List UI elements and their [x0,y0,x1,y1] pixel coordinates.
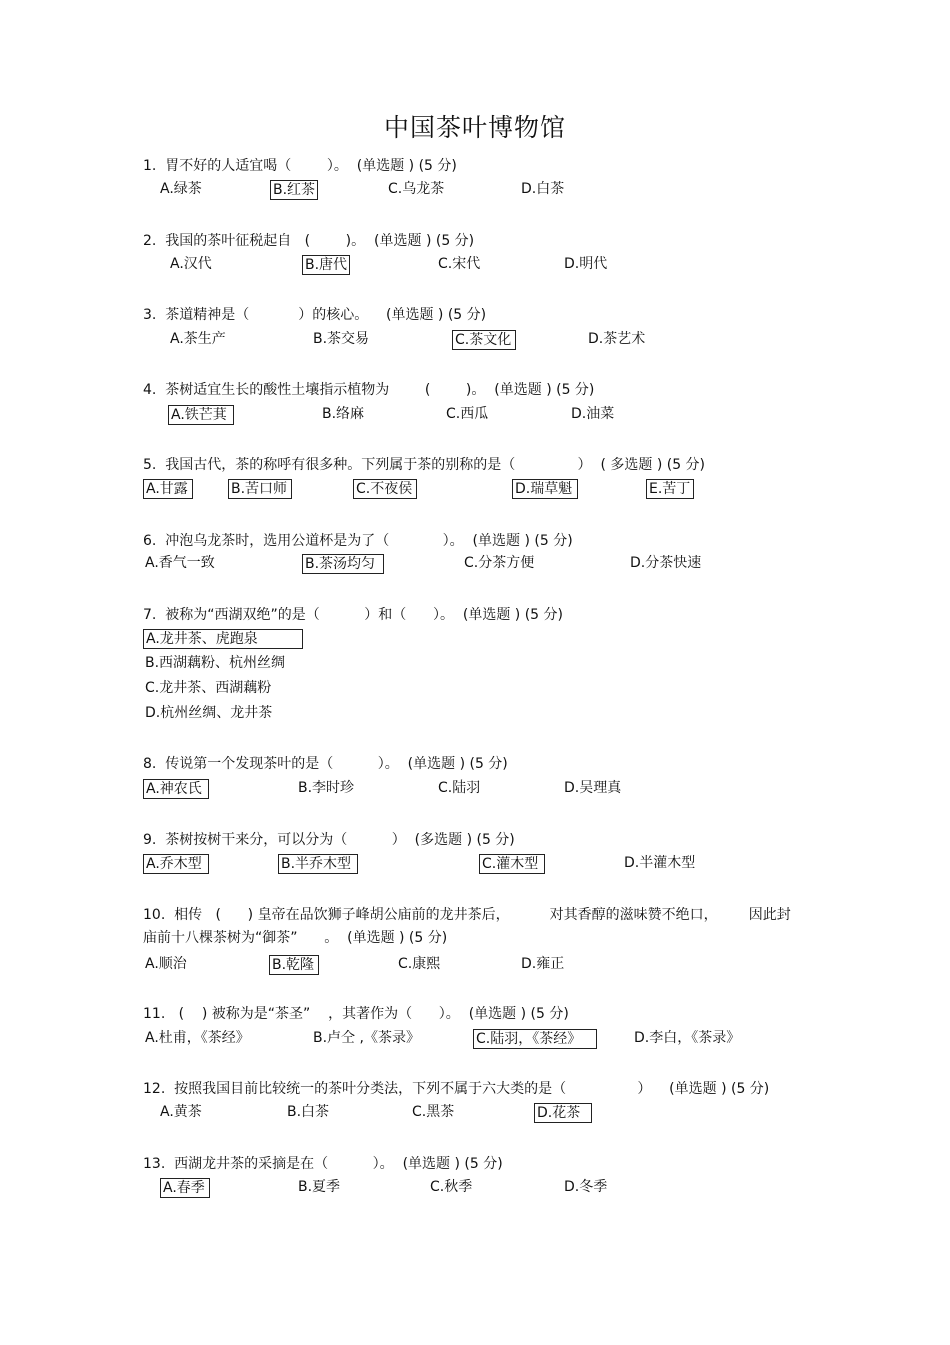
question-stem: 7. 被称为“西湖双绝”的是（ ）和（ ）。 (单选题 ) (5 分) [143,607,563,623]
question-10 [0,906,950,973]
question-4 [0,381,950,441]
option[interactable]: C.乌龙茶 [388,181,445,197]
option-selected[interactable]: A.春季 [160,1178,210,1198]
option-selected[interactable]: B.红茶 [270,180,318,200]
option[interactable]: D.半灌木型 [624,855,696,871]
option-selected[interactable]: B.半乔木型 [278,854,358,874]
option[interactable]: C.陆羽 [438,780,481,796]
question-6 [0,532,950,592]
option[interactable]: D.明代 [564,256,608,272]
question-stem: 6. 冲泡乌龙茶时，选用公道杯是为了（ ）。 (单选题 ) (5 分) [143,533,573,549]
option[interactable]: A.汉代 [170,256,212,272]
option[interactable]: D.吴理真 [564,780,622,796]
option-selected[interactable]: A.乔木型 [143,854,209,874]
option[interactable]: D.油菜 [571,406,615,422]
option[interactable]: D.杭州丝绸、龙井茶 [145,705,273,721]
question-8 [0,755,950,815]
option-selected[interactable]: A.龙井茶、虎跑泉 [143,629,303,649]
option[interactable]: D.白茶 [521,181,565,197]
question-stem: 8. 传说第一个发现茶叶的是（ ）。 (单选题 ) (5 分) [143,756,508,772]
question-2 [0,232,950,292]
option-selected[interactable]: C.茶文化 [452,330,516,350]
question-stem: 12. 按照我国目前比较统一的茶叶分类法，下列不属于六大类的是（ ） (单选题 ) (5 分) [143,1081,770,1097]
question-stem: 3. 茶道精神是（ ）的核心。 (单选题 ) (5 分) [143,307,487,323]
question-7 [0,606,950,721]
option-selected[interactable]: C.陆羽，《茶经》 [473,1029,597,1049]
option[interactable]: B.茶交易 [313,331,370,347]
option[interactable]: C.秋季 [430,1179,473,1195]
option-selected[interactable]: A.铁芒萁 [168,405,234,425]
option[interactable]: D.李白，《茶录》 [634,1030,741,1046]
option[interactable]: C.分茶方便 [464,555,535,571]
option-selected[interactable]: B.茶汤均匀 [302,554,384,574]
question-stem-continued: 庙前十八棵茶树为“御茶” 。 (单选题 ) (5 分) [143,930,448,946]
option-selected[interactable]: E.苦丁 [646,479,694,499]
question-9 [0,831,950,891]
option-selected[interactable]: A.甘露 [143,479,193,499]
question-stem: 11. ( ) 被称为是“茶圣” ，其著作为（ ）。 (单选题 ) (5 分) [143,1006,569,1022]
option[interactable]: A.香气一致 [145,555,215,571]
option[interactable]: A.顺治 [145,956,187,972]
option-selected[interactable]: C.不夜侯 [353,479,417,499]
option-selected[interactable]: D.花茶 [534,1103,592,1123]
option[interactable]: C.宋代 [438,256,481,272]
document-title: 中国茶叶博物馆 [383,113,566,142]
question-stem: 1. 胃不好的人适宜喝（ ）。 (单选题 ) (5 分) [143,158,457,174]
option[interactable]: A.黄茶 [160,1104,202,1120]
question-stem: 9. 茶树按树干来分，可以分为（ ） (多选题 ) (5 分) [143,832,515,848]
option[interactable]: B.卢仝 ,《茶录》 [313,1030,420,1046]
question-12 [0,1080,950,1140]
option[interactable]: B.络麻 [322,406,365,422]
question-11 [0,1005,950,1065]
option-selected[interactable]: C.灌木型 [479,854,545,874]
option[interactable]: D.分茶快速 [630,555,702,571]
option[interactable]: D.冬季 [564,1179,608,1195]
option-selected[interactable]: A.神农氏 [143,779,209,799]
option[interactable]: B.李时珍 [298,780,355,796]
option-selected[interactable]: B.乾隆 [269,955,319,975]
option[interactable]: C.西瓜 [446,406,489,422]
option-selected[interactable]: B.苦口师 [228,479,292,499]
option-selected[interactable]: D.瑞草魁 [512,479,578,499]
option[interactable]: C.龙井茶、西湖藕粉 [145,680,272,696]
question-3 [0,306,950,366]
question-stem: 2. 我国的茶叶征税起自 ( )。 (单选题 ) (5 分) [143,233,475,249]
option[interactable]: D.茶艺术 [588,331,646,347]
option[interactable]: A.绿茶 [160,181,202,197]
question-13 [0,1155,950,1215]
option[interactable]: D.雍正 [521,956,565,972]
option[interactable]: A.茶生产 [170,331,226,347]
question-1 [0,157,950,217]
option-selected[interactable]: B.唐代 [302,255,350,275]
question-stem: 5. 我国古代，茶的称呼有很多种。下列属于茶的别称的是（ ） ( 多选题 ) (5 分) [143,457,706,473]
question-stem: 10. 相传 ( ) 皇帝在品饮狮子峰胡公庙前的龙井茶后， 对其香醇的滋味赞不绝口， 因此封 [143,907,791,923]
option[interactable]: A.杜甫，《茶经》 [145,1030,250,1046]
option[interactable]: B.白茶 [287,1104,330,1120]
question-5 [0,456,950,516]
option[interactable]: B.西湖藕粉、杭州丝绸 [145,655,286,671]
question-stem: 13. 西湖龙井茶的采摘是在（ ）。 (单选题 ) (5 分) [143,1156,503,1172]
option[interactable]: C.黑茶 [412,1104,455,1120]
question-stem: 4. 茶树适宜生长的酸性土壤指示植物为 ( )。 (单选题 ) (5 分) [143,382,595,398]
option[interactable]: B.夏季 [298,1179,341,1195]
option[interactable]: C.康熙 [398,956,441,972]
